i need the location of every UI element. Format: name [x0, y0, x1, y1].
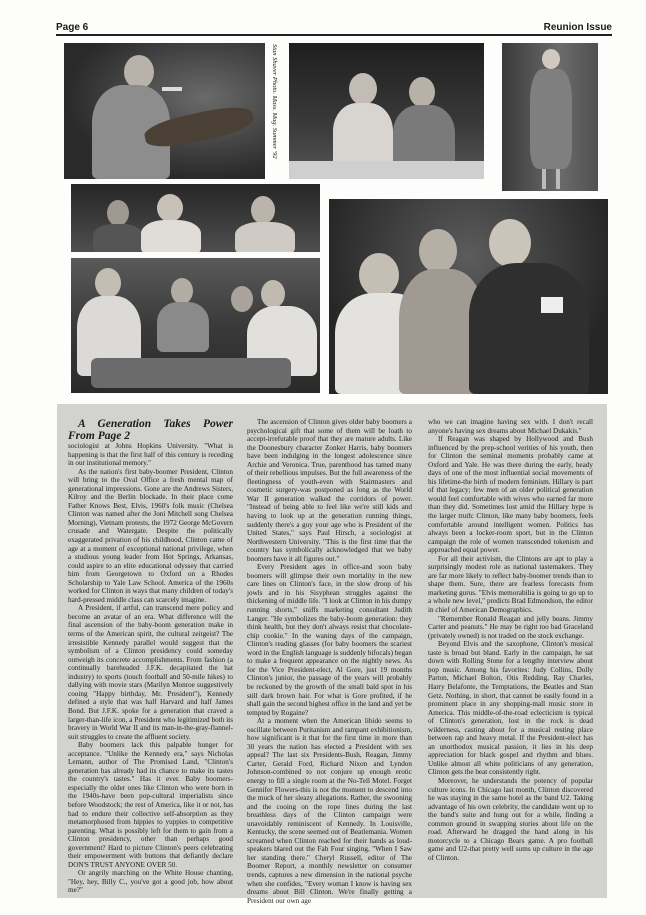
paragraph: who we can imagine having sex with. I don't recall anyone's having sex dreams about Michael Dukakis."	[428, 418, 593, 435]
photo-singer-guitar	[64, 43, 265, 179]
photo-group-table	[71, 258, 320, 393]
article-box	[57, 404, 607, 905]
photo-two-women-table	[289, 43, 484, 179]
paragraph: As the nation's first baby-boomer President, Clinton will bring to the Oval Office a fresh mental map of generational impressions. Gone are the Andrews Sisters, Kilroy and the Berlin blockade. In their place come Father Knows Best, Elvis, 1960's folk music (Chelsea Clinton was named after the Joni Mitchell song Chelsea Morning), Vietnam protests, the 1972 George McGovern crusade and Watergate. Despite the politically exaggerated privation of his childhood, Clinton came of age at a moment of exceptional national privilege, when a studious young leader from Hot Springs, Arkansas, could aspire to an elite educational odyssey that carried him from Georgetown to Oxford on a Rhodes Scholarship to Yale Law School. America of the 1960s worked for Clinton in ways that many children of today's hard-pressed middle class can scarcely imagine.	[68, 467, 233, 604]
photo-woman-dress	[502, 43, 598, 191]
photo-group-conversation	[329, 199, 608, 394]
photo-credit-text: Stan Shaver Photo. Mass. Mag. Summer '92	[271, 44, 278, 159]
article-column-3	[428, 418, 593, 862]
paragraph: sociologist at Johns Hopkins University. "What is happening is that the first half of this century is receding in our institutional memory."	[68, 442, 233, 468]
page-number: Page 6	[56, 22, 89, 33]
header-rule	[56, 34, 612, 36]
paragraph: The ascension of Clinton gives older baby boomers a psychological gift that some of them will be loath to accept-irrefutable proof that they are mature adults. Like the Doonesbury character Zonker Harris, baby boomers have been indulging in the longest adolescence since Archie and Veronica. True, parenthood has tamed many of their rebellious impulses. But the full awareness of the fleetingness of youth-even with Stairmasters and cosmetic surgery-was postponed as long as the World War II generation walked the corridors of power. "Instead of being able to feel like we're still kids and having to look up at the generation running things, suddenly there's a guy your age who is President of the United States," says Paul Hirsch, a sociologist at Northwestern University. "This is the first time that the country has symbolically acknowledged that we baby boomers have it all figures out."	[247, 418, 412, 563]
article-column-1	[68, 418, 233, 895]
paragraph: Every President ages in office-and soon baby boomers will glimpse their own mortality in the new care lines on Clinton's face, in the slow droop of his jowls and in his Sisyphean struggles against the thickening of middle life. "I look at Clinton in his dumpy running shorts," sniffs marketing consultant Judith Langer. "He symbolizes the baby-boom generation: they think health, but they don't always resist that chocolate-chip cookie." In the waning days of the campaign, Clinton's reading glasses (for baby boomers the scariest word in the English language is suddenly bifocals) began to make a frequent appearance on the nightly news. As for the Vice President-elect, Al Gore, just 19 months Clinton's junior, the passage of the years will probably be reckoned by the growth of the small bald spot in his still dark brown hair. For what is Gore profited, if he shall gain the second highest office in the land and yet be tempted by Rogaine?	[247, 563, 412, 717]
paragraph: Baby boomers lack this palpable hunger for acceptance. "Unlike the Kennedy era," says Nicholas Lemann, author of The Promised Land, "Clinton's generation has already had its chance to make its tastes the country's tastes." Has it ever. Baby boomers-especially the older ones like Clinton who were born in the 1940s-have been pop-cultural imperialists since before Woodstock; the rest of America, like it or not, has had to endure their collective self-absorption as they metamorphosed from hippies to yuppies to competitive parenting. What is possibly left for them to gain from a Clinton presidency, other than perhaps good government? Hard to picture Clinton's peers celebrating their empowerment with buttons that defiantly declare DON'S TRUST ANYONE OVER 50.	[68, 741, 233, 869]
paragraph: At a moment when the American libido seems to oscillate between Puritanism and rampant exhibitionism, how significant is it that for the first time in more than 30 years the nation has elected a President with sex appeal? The last six Presidents-Bush, Reagan, Jimmy Carter, Gerald Ford, Richard Nixon and Lyndon Johnson-combined to not conjure up enough erotic energy to fill a single room at the No-Tell Motel. Forget Gennifer Flowers-this is not the moment to descend into the muck of her sleazy allegations. Rather, the swooning and the cooing on the rope lines during the last breathless days of the Clinton campaign were unavoidably reminiscent of Kennedy. In Louisville, Kentucky, the scene seemed out of Beatlemania. Women screamed when Clinton reached for their hands as loud-speakers blared out the Fab Four singing, "When I Saw her standing there." Cheryl Russell, editor of The Boomer Report, a monthly newsletter on consumer trends, captures a new dimension in the national psyche when she confides, "Every woman I know is having sex dreams about Bill Clinton. We're finally getting a President our own age	[247, 717, 412, 905]
paragraph: Beyond Elvis and the saxophone, Clinton's musical taste is broad but bland. Early in the campaign, he sat down with Rolling Stone for a lengthy interview about pop music. Among his favorites: Judy Collins, Dolly Parton, Michael Bolton, Otis Redding, Ray Charles, Harry Belafonte, the Temptations, the Beatles and Stan Getz. Nothing, in short, that cannot be easily found in a prominent place in any shopping-mall music store in America. This middle-of-the-road eclecticism is typical of Clinton's generation, lost in the rock is dead wilderness, casting about for a musical resting place between rap and heavy metal. If the President-elect has an unorthodox musical passion, it lies in his deep appreciation for black gospel and rhythm and blues. Unlike almost all white politicians of any generation, Clinton gets the beat consistently right.	[428, 640, 593, 777]
paragraph: If Reagan was shaped by Hollywood and Bush influenced by the prep-school verities of his youth, then for Clinton the seminal moments probably came at Oxford and Yale. He was there during the early, heady days of one of the most influential social movements of his lifetime-the birth of modern feminism. Hillary is part of that legacy; few men of an older political generation would feel comfortable with wives who earned far more than they did. Sometimes lost amid the Hillary hype is the larger truth: Clinton, like many baby boomers, feels comfortable around intelligent women. Politics has always been a locker-room sport, but in the Clinton campaign the role of women transcended tokenism and approached equal power.	[428, 435, 593, 555]
paragraph: Moreover, he understands the potency of popular culture icons. In Chicago last month, Clinton discovered he was staying in the same hotel as the band U2. Taking advantage of his own celebrity, the candidate went up to the band's suite and hung out for a while, finding a common ground in swapping stories about life on the road. Afterward he dragged the band along in his motorcycle to a Chicago Bears game. A pro football game and U2-that pretty well sums up culture in the age of Clinton.	[428, 776, 593, 862]
paragraph: For all their activism, the Clintons are apt to play a surprisingly modest role as national tastemakers. They are far more likely to reflect baby-boomer trends than to shape them. Sure, there are fearless forecasts from marketing gurus. "Elvis memorabilia is going to go up to a whole new level," predicts Brad Edmondson, the editor in chief of American Demographics.	[428, 554, 593, 615]
article-headline: A Generation Takes Power From Page 2	[68, 418, 233, 442]
photo-credit	[268, 44, 280, 184]
paragraph: "Remember Ronald Reagan and jelly beans. Jimmy Carter and peanuts." He may be right too bad Graceland (privately owned) is not traded on the stock exchange.	[428, 614, 593, 640]
photo-three-men	[71, 184, 320, 252]
paragraph: Or angrily marching on the White House chanting, "Hey, hey, Billy C., you've got a good job, how about me?"	[68, 869, 233, 895]
issue-name: Reunion Issue	[543, 22, 612, 33]
article-column-2	[247, 418, 412, 905]
paragraph: A President, if artful, can transcend mere policy and become an avatar of an era. What difference will the final ascension of the baby-boom generation make in terms of the American spirit, the cultural zeitgeist? The irresistible Kennedy parallel would suggest that the symbolism of a Clinton presidency could someday outweigh its concrete accomplishments. From fashion (a continually bareheaded J.F.K. decapitated the hat industry) to sports (touch football and 50-mile hikes) to dallying with movie stars (Marilyn Monroe suggestively cooing "Happy birthday, Mr. President"), Kennedy defined a style that was half Harvard and half James Bond. But J.F.K. spoke for a generation that craved a larger-than-life icon, a President who legitimized both its bravery in World War II and its man-in-the-gray-flannel-suit struggles to create the affluent society.	[68, 604, 233, 741]
